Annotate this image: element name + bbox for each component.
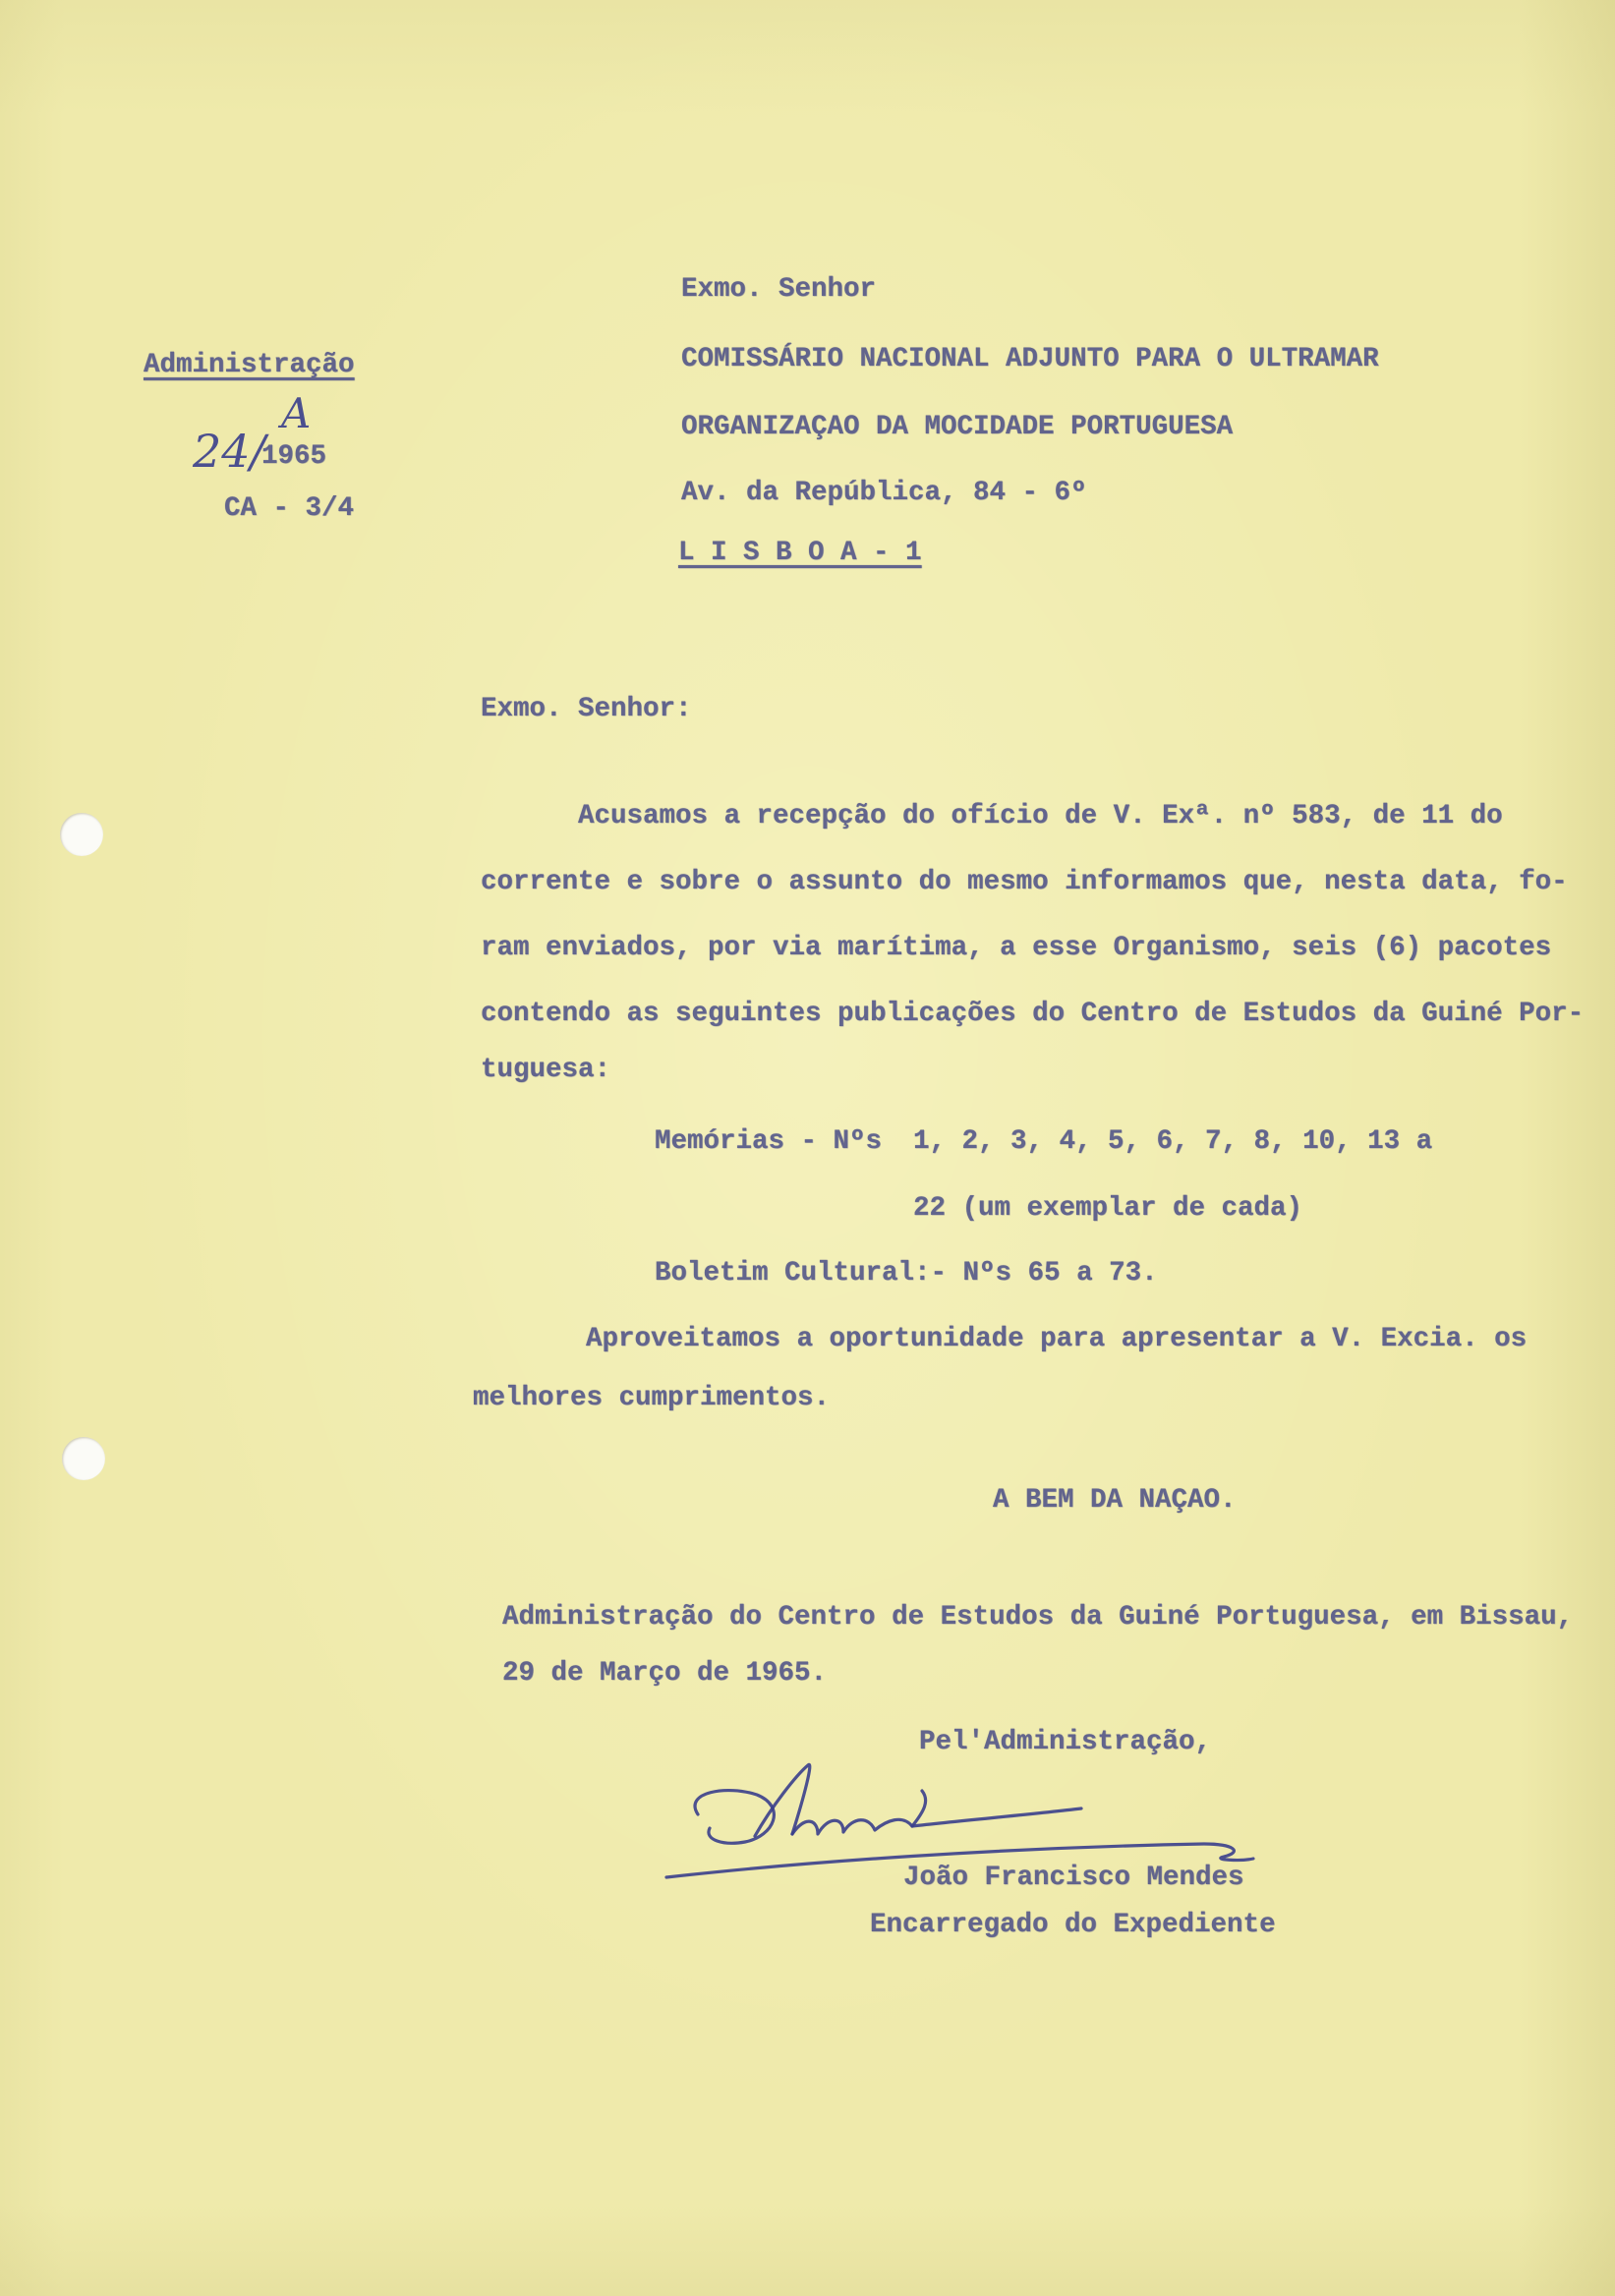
signature-on-behalf: Pel'Administração, — [919, 1727, 1212, 1757]
memorias-note: 22 (um exemplar de cada) — [913, 1193, 1303, 1224]
memorias-numbers: 1, 2, 3, 4, 5, 6, 7, 8, 10, 13 a — [913, 1126, 1433, 1157]
reference-mark-handwritten: A — [281, 389, 312, 437]
signatory-name: João Francisco Mendes — [903, 1863, 1244, 1893]
punch-hole-lower — [62, 1437, 105, 1480]
reference-code: CA - 3/4 — [224, 493, 355, 524]
paragraph-1-line: Acusamos a recepção do ofício de V. Exª. nº 583, de 11 do — [578, 801, 1503, 832]
paragraph-1-line: ram enviados, por via marítima, a esse Organismo, seis (6) pacotes — [481, 933, 1552, 963]
greeting: Exmo. Senhor: — [481, 694, 692, 724]
signatory-title: Encarregado do Expediente — [870, 1910, 1276, 1940]
recipient-line-1: COMISSÁRIO NACIONAL ADJUNTO PARA O ULTRAMAR — [681, 344, 1379, 374]
motto: A BEM DA NAÇAO. — [993, 1485, 1237, 1516]
paragraph-1-line: tuguesa: — [481, 1055, 611, 1085]
reference-number-handwritten: 24/ — [193, 425, 266, 478]
reference-department: Administração — [144, 350, 355, 380]
recipient-city: L I S B O A - 1 — [678, 538, 922, 568]
paragraph-2-line: Aproveitamos a oportunidade para apresentar a V. Excia. os — [586, 1324, 1528, 1354]
recipient-line-2: ORGANIZAÇAO DA MOCIDADE PORTUGUESA — [681, 412, 1234, 442]
recipient-address: Av. da República, 84 - 6º — [681, 478, 1087, 508]
memorias-label: Memórias - Nºs — [655, 1126, 883, 1157]
closing-date-line: 29 de Março de 1965. — [502, 1658, 828, 1689]
reference-year: 1965 — [261, 441, 327, 472]
paragraph-2-line: melhores cumprimentos. — [473, 1383, 831, 1413]
paragraph-1-line: corrente e sobre o assunto do mesmo informamos que, nesta data, fo- — [481, 867, 1568, 897]
boletim-line: Boletim Cultural:- Nºs 65 a 73. — [655, 1258, 1158, 1289]
punch-hole-upper — [60, 813, 103, 856]
closing-place-line: Administração do Centro de Estudos da Guiné Portuguesa, em Bissau, — [502, 1602, 1574, 1633]
recipient-salutation: Exmo. Senhor — [681, 274, 877, 305]
paragraph-1-line: contendo as seguintes publicações do Centro de Estudos da Guiné Por- — [481, 999, 1585, 1029]
